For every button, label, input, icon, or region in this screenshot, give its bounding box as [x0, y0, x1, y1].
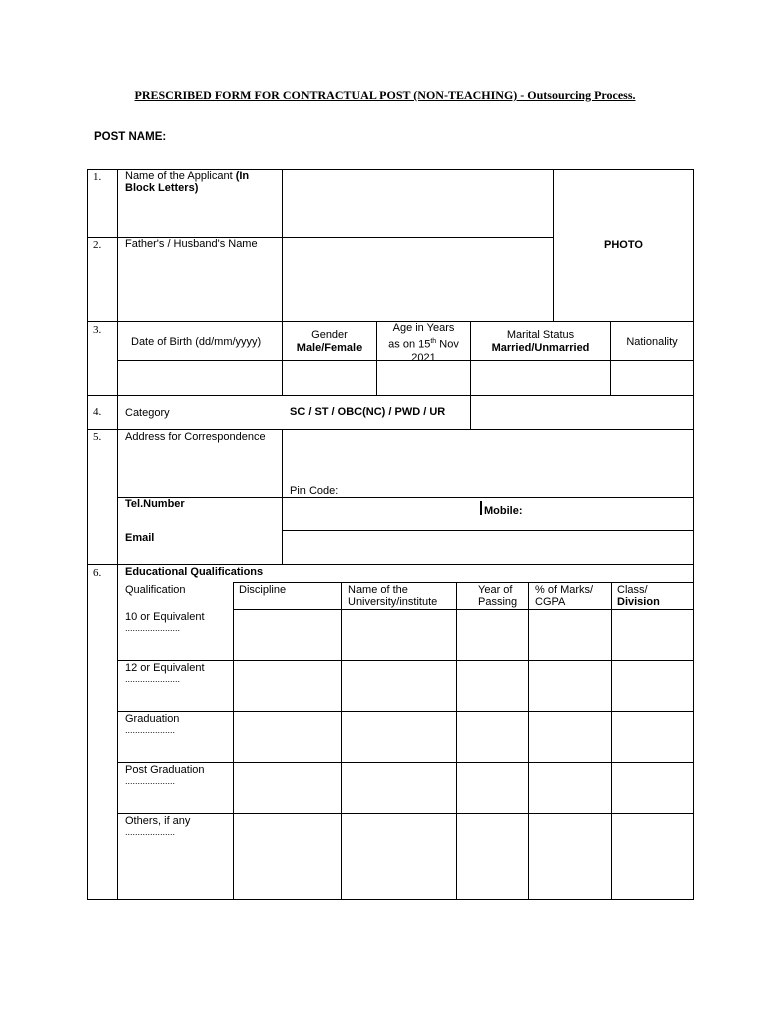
applicant-name-field[interactable] [283, 170, 553, 237]
row-number-4: 4. [93, 406, 102, 418]
qualification-row-label: 10 or Equivalent ...................... [125, 611, 205, 633]
educational-qualifications-heading: Educational Qualifications [125, 566, 264, 578]
category-field[interactable] [471, 396, 693, 429]
category-label: Category [125, 407, 170, 419]
tel-number-label: Tel.Number [125, 498, 185, 510]
dob-label: Date of Birth (dd/mm/yyyy) [131, 336, 262, 348]
university-header: Name of the University/institute [348, 584, 438, 608]
email-label: Email [125, 532, 155, 544]
father-husband-name-field[interactable] [283, 238, 553, 321]
email-field[interactable] [283, 531, 693, 564]
category-options[interactable]: SC / ST / OBC(NC) / PWD / UR [290, 406, 446, 418]
mobile-field[interactable] [482, 498, 693, 530]
photo-label: PHOTO [604, 239, 643, 251]
qualification-row-label: 12 or Equivalent ...................... [125, 662, 205, 684]
marks-cgpa-header: % of Marks/ CGPA [535, 584, 594, 608]
marital-status-label: Marital Status Married/Unmarried [491, 329, 590, 354]
nationality-field[interactable] [611, 361, 693, 395]
gender-field[interactable] [283, 361, 376, 395]
age-label: Age in Years as on 15th Nov 2021 [388, 322, 459, 364]
row-number-6: 6. [93, 567, 102, 579]
form-title: PRESCRIBED FORM FOR CONTRACTUAL POST (NON-TEACHING) - Outsourcing Process. [134, 88, 636, 102]
class-division-header: Class/ Division [617, 584, 660, 608]
address-field[interactable] [283, 430, 693, 497]
tel-number-field[interactable] [283, 498, 479, 530]
nationality-label: Nationality [626, 336, 678, 348]
row-number-5: 5. [93, 431, 102, 443]
qualification-header: Qualification [125, 584, 186, 596]
marital-status-field[interactable] [471, 361, 610, 395]
address-label: Address for Correspondence [125, 431, 266, 443]
applicant-name-label: Name of the Applicant (In Block Letters) [125, 170, 250, 194]
year-of-passing-header: Year of Passing [478, 584, 518, 608]
pin-code-label: Pin Code: [290, 485, 339, 497]
dob-field[interactable] [118, 361, 282, 395]
row-number-3: 3. [93, 324, 102, 336]
row-number-2: 2. [93, 239, 102, 251]
gender-label: Gender Male/Female [296, 329, 363, 354]
row-number-1: 1. [93, 171, 102, 183]
qualification-row-label: Others, if any .................... [125, 815, 191, 837]
mobile-label: Mobile: [484, 505, 523, 517]
father-husband-name-label: Father's / Husband's Name [125, 238, 258, 250]
post-name-label: POST NAME: [94, 131, 167, 143]
discipline-header: Discipline [239, 584, 287, 596]
photo-box[interactable] [554, 170, 693, 321]
qualification-row-label: Post Graduation .................... [125, 764, 205, 786]
qualification-row-label: Graduation .................... [125, 713, 180, 735]
age-field[interactable] [377, 361, 470, 395]
